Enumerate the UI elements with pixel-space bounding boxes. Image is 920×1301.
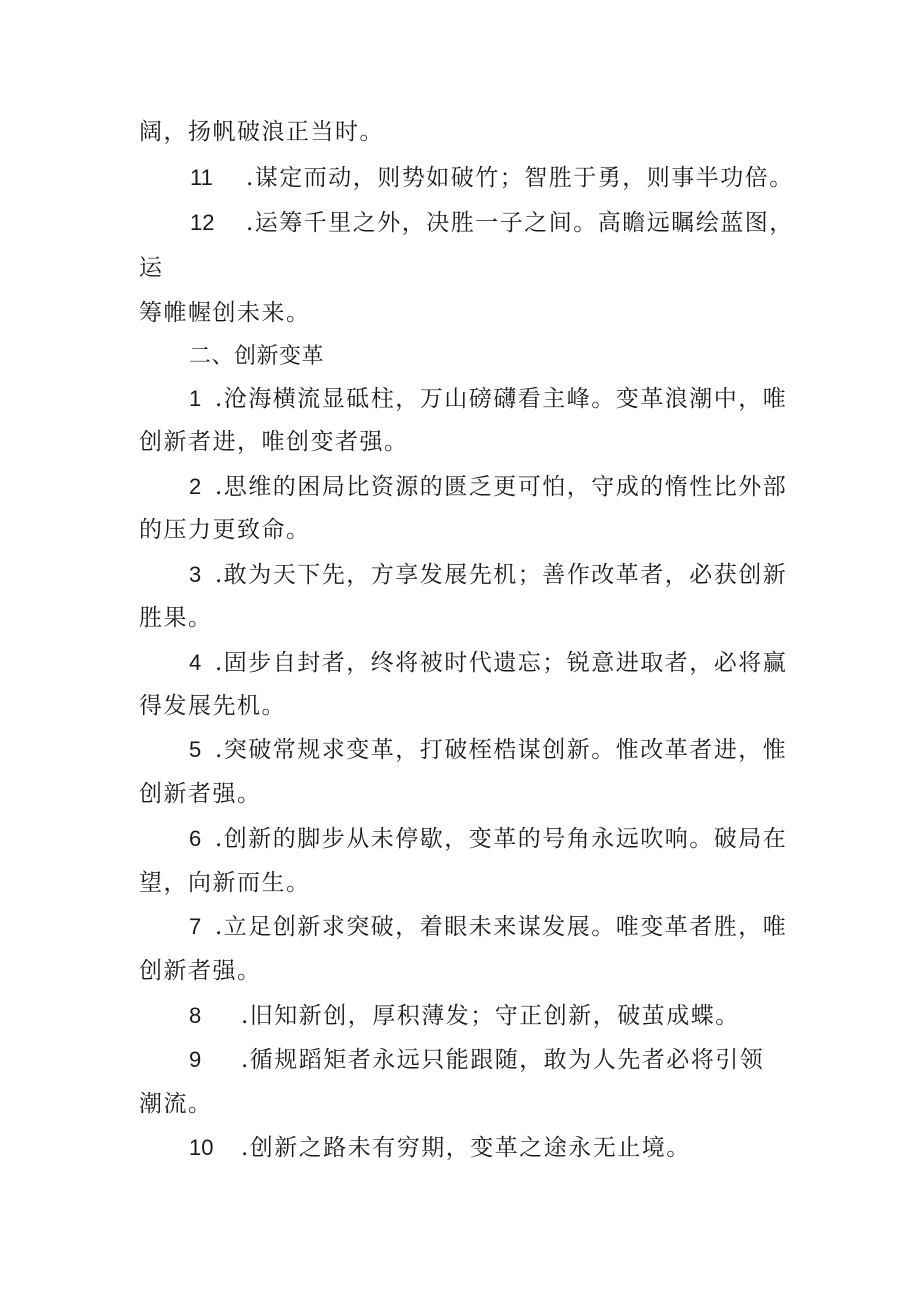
text-line: [139, 956, 262, 986]
text-line: [139, 691, 286, 721]
item-text: .固步自封者，终将被时代遗忘；锐意进取者，必将赢: [215, 650, 788, 676]
list-item-7: [189, 912, 787, 942]
text-line-content: 得发展先机。: [139, 693, 286, 719]
item-number: 12: [190, 210, 215, 235]
text-line-content: 的压力更致命。: [139, 517, 311, 543]
list-item-11: [190, 163, 794, 193]
text-line-content: 胜果。: [139, 605, 213, 631]
item-number: 6: [189, 826, 202, 851]
list-item-5: [189, 735, 787, 765]
item-number: 4: [189, 650, 202, 675]
item-number: 10: [189, 1135, 214, 1160]
text-line: [139, 1089, 213, 1119]
item-number: 11: [190, 165, 213, 190]
list-item-1: [189, 384, 787, 414]
text-line-content: 望，向新而生。: [139, 870, 311, 896]
text-line: [139, 427, 409, 457]
item-text: .运筹千里之外，决胜一子之间。高瞻远瞩绘蓝图，: [246, 210, 794, 236]
item-text: .旧知新创，厚积薄发；守正创新，破茧成蝶。: [241, 1003, 740, 1029]
text-line: [139, 868, 311, 898]
text-line-content: 创新者强。: [139, 958, 262, 984]
item-number: 3: [189, 562, 202, 587]
text-line: [139, 117, 384, 147]
text-line: [139, 603, 213, 633]
item-number: 5: [189, 737, 202, 762]
item-text: .立足创新求突破，着眼未来谋发展。唯变革者胜，唯: [215, 914, 788, 940]
text-line-content: 阔，扬帆破浪正当时。: [139, 119, 384, 145]
list-item-4: [189, 648, 787, 678]
list-item-6: [189, 824, 787, 854]
item-text: .思维的困局比资源的匮乏更可怕，守成的惰性比外部: [215, 474, 788, 500]
list-item-12: [190, 208, 794, 238]
text-line-content: 潮流。: [139, 1091, 213, 1117]
text-line: [139, 298, 311, 328]
item-text: .创新之路未有穷期，变革之途永无止境。: [241, 1135, 691, 1161]
item-number: 2: [189, 474, 202, 499]
item-text: .突破常规求变革，打破桎梏谋创新。惟改革者进，惟: [215, 737, 788, 763]
item-text: .创新的脚步从未停歇，变革的号角永远吹响。破局在: [215, 826, 788, 852]
item-number: 9: [189, 1047, 202, 1072]
item-number: 7: [189, 914, 202, 939]
text-line: [139, 515, 311, 545]
text-line-content: 运: [139, 255, 164, 281]
item-number: 1: [189, 386, 202, 411]
item-number: 8: [189, 1003, 202, 1028]
text-line-content: 创新者强。: [139, 781, 262, 807]
item-text: .沧海横流显砥柱，万山磅礴看主峰。变革浪潮中，唯: [215, 386, 788, 412]
list-item-3: [189, 560, 787, 590]
text-line-content: 创新者进，唯创变者强。: [139, 429, 409, 455]
item-text: .循规蹈矩者永远只能跟随，敢为人先者必将引领: [241, 1047, 765, 1073]
list-item-10: [189, 1133, 691, 1163]
section-heading: 二、创新变革: [189, 344, 325, 369]
text-line: [139, 779, 262, 809]
list-item-9: [189, 1045, 764, 1075]
item-text: .谋定而动，则势如破竹；智胜于勇，则事半功倍。: [246, 165, 794, 191]
text-line: [139, 253, 164, 283]
item-text: .敢为天下先，方享发展先机；善作改革者，必获创新: [215, 562, 788, 588]
text-line-content: 筹帷幄创未来。: [139, 300, 311, 326]
list-item-8: [189, 1001, 740, 1031]
list-item-2: [189, 472, 787, 502]
